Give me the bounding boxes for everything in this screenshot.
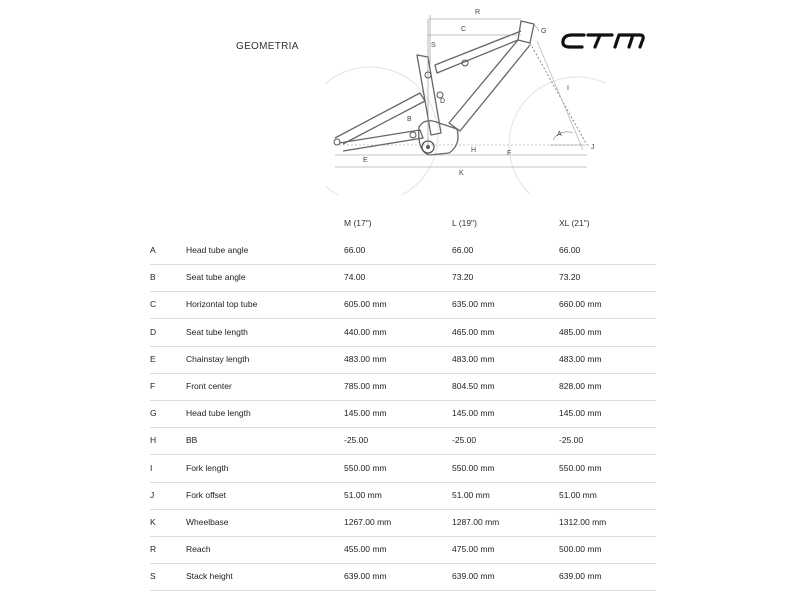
row-name: Reach bbox=[186, 544, 211, 555]
row-name: Chainstay length bbox=[186, 353, 250, 364]
value-xl: 51.00 mm bbox=[559, 489, 597, 500]
label-R: R bbox=[475, 9, 481, 16]
value-xl: 66.00 bbox=[559, 245, 581, 255]
value-l: 475.00 mm bbox=[452, 544, 495, 555]
label-K: K bbox=[459, 170, 464, 177]
table-row bbox=[150, 509, 656, 537]
value-l: 51.00 mm bbox=[452, 489, 490, 500]
value-xl: 73.20 bbox=[559, 272, 581, 283]
value-l: 1287.00 mm bbox=[452, 517, 500, 527]
value-l: 804.50 mm bbox=[452, 381, 495, 391]
label-F: F bbox=[507, 150, 512, 157]
table-row bbox=[150, 400, 656, 428]
value-xl: 639.00 mm bbox=[559, 571, 602, 582]
row-name: Horizontal top tube bbox=[186, 299, 258, 310]
value-m: 639.00 mm bbox=[344, 571, 387, 582]
label-H: H bbox=[471, 147, 477, 154]
label-I: I bbox=[567, 85, 569, 92]
table-row bbox=[150, 373, 656, 401]
row-letter: E bbox=[150, 353, 156, 364]
value-l: 73.20 bbox=[452, 272, 474, 283]
row-name: Fork length bbox=[186, 462, 229, 473]
table-row bbox=[150, 264, 656, 292]
table-row bbox=[150, 563, 656, 591]
value-m: 550.00 mm bbox=[344, 462, 387, 473]
value-m: 455.00 mm bbox=[344, 544, 387, 555]
row-letter: H bbox=[150, 435, 157, 446]
row-name: Front center bbox=[186, 381, 232, 391]
value-l: 465.00 mm bbox=[452, 326, 495, 337]
row-letter: J bbox=[150, 489, 155, 500]
value-l: 639.00 mm bbox=[452, 571, 495, 582]
label-G: G bbox=[541, 28, 547, 35]
row-name: Seat tube angle bbox=[186, 272, 246, 283]
row-letter: C bbox=[150, 299, 157, 310]
label-D: D bbox=[440, 98, 446, 105]
row-name: Seat tube length bbox=[186, 326, 248, 337]
table-row bbox=[150, 237, 656, 265]
value-xl: 1312.00 mm bbox=[559, 517, 607, 527]
row-letter: A bbox=[150, 245, 156, 255]
value-m: 483.00 mm bbox=[344, 353, 387, 364]
row-letter: F bbox=[150, 381, 156, 391]
value-xl: 828.00 mm bbox=[559, 381, 602, 391]
value-m: 66.00 bbox=[344, 245, 366, 255]
value-xl: 145.00 mm bbox=[559, 408, 602, 419]
row-name: Stack height bbox=[186, 571, 233, 582]
table-row bbox=[150, 319, 656, 347]
row-letter: K bbox=[150, 517, 156, 527]
value-l: 550.00 mm bbox=[452, 462, 495, 473]
row-letter: D bbox=[150, 326, 157, 337]
value-l: 635.00 mm bbox=[452, 299, 495, 310]
value-l: 483.00 mm bbox=[452, 353, 495, 364]
column-header-m: M (17") bbox=[344, 218, 372, 228]
value-xl: 550.00 mm bbox=[559, 462, 602, 473]
row-name: BB bbox=[186, 435, 198, 446]
label-E: E bbox=[363, 157, 368, 164]
column-header-xl: XL (21") bbox=[559, 218, 590, 228]
table-row bbox=[150, 482, 656, 510]
value-xl: -25.00 bbox=[559, 435, 584, 446]
row-letter: G bbox=[150, 408, 157, 419]
value-m: 605.00 mm bbox=[344, 299, 387, 310]
value-xl: 660.00 mm bbox=[559, 299, 602, 310]
label-C: C bbox=[461, 26, 467, 33]
value-m: 74.00 bbox=[344, 272, 366, 283]
row-letter: S bbox=[150, 571, 156, 582]
value-m: 145.00 mm bbox=[344, 408, 387, 419]
page-title: GEOMETRIA bbox=[236, 41, 299, 52]
value-xl: 485.00 mm bbox=[559, 326, 602, 337]
table-row bbox=[150, 455, 656, 483]
label-B: B bbox=[407, 116, 412, 123]
table-row bbox=[150, 427, 656, 455]
label-S: S bbox=[431, 42, 436, 49]
value-m: 785.00 mm bbox=[344, 381, 387, 391]
column-header-l: L (19") bbox=[452, 218, 477, 228]
row-name: Wheelbase bbox=[186, 517, 229, 527]
value-m: 51.00 mm bbox=[344, 489, 382, 500]
table-row bbox=[150, 291, 656, 319]
row-name: Head tube angle bbox=[186, 245, 249, 255]
value-l: -25.00 bbox=[452, 435, 477, 446]
value-l: 145.00 mm bbox=[452, 408, 495, 419]
row-name: Head tube length bbox=[186, 408, 251, 419]
row-letter: I bbox=[150, 462, 153, 473]
table-row bbox=[150, 346, 656, 374]
row-letter: B bbox=[150, 272, 156, 283]
table-row bbox=[150, 536, 656, 564]
label-J: J bbox=[591, 144, 595, 151]
row-letter: R bbox=[150, 544, 157, 555]
value-xl: 500.00 mm bbox=[559, 544, 602, 555]
value-m: 1267.00 mm bbox=[344, 517, 392, 527]
label-A: A bbox=[557, 131, 562, 138]
row-name: Fork offset bbox=[186, 489, 226, 500]
value-l: 66.00 bbox=[452, 245, 474, 255]
bike-geometry-diagram bbox=[325, 5, 605, 195]
value-m: -25.00 bbox=[344, 435, 369, 446]
value-m: 440.00 mm bbox=[344, 326, 387, 337]
value-xl: 483.00 mm bbox=[559, 353, 602, 364]
